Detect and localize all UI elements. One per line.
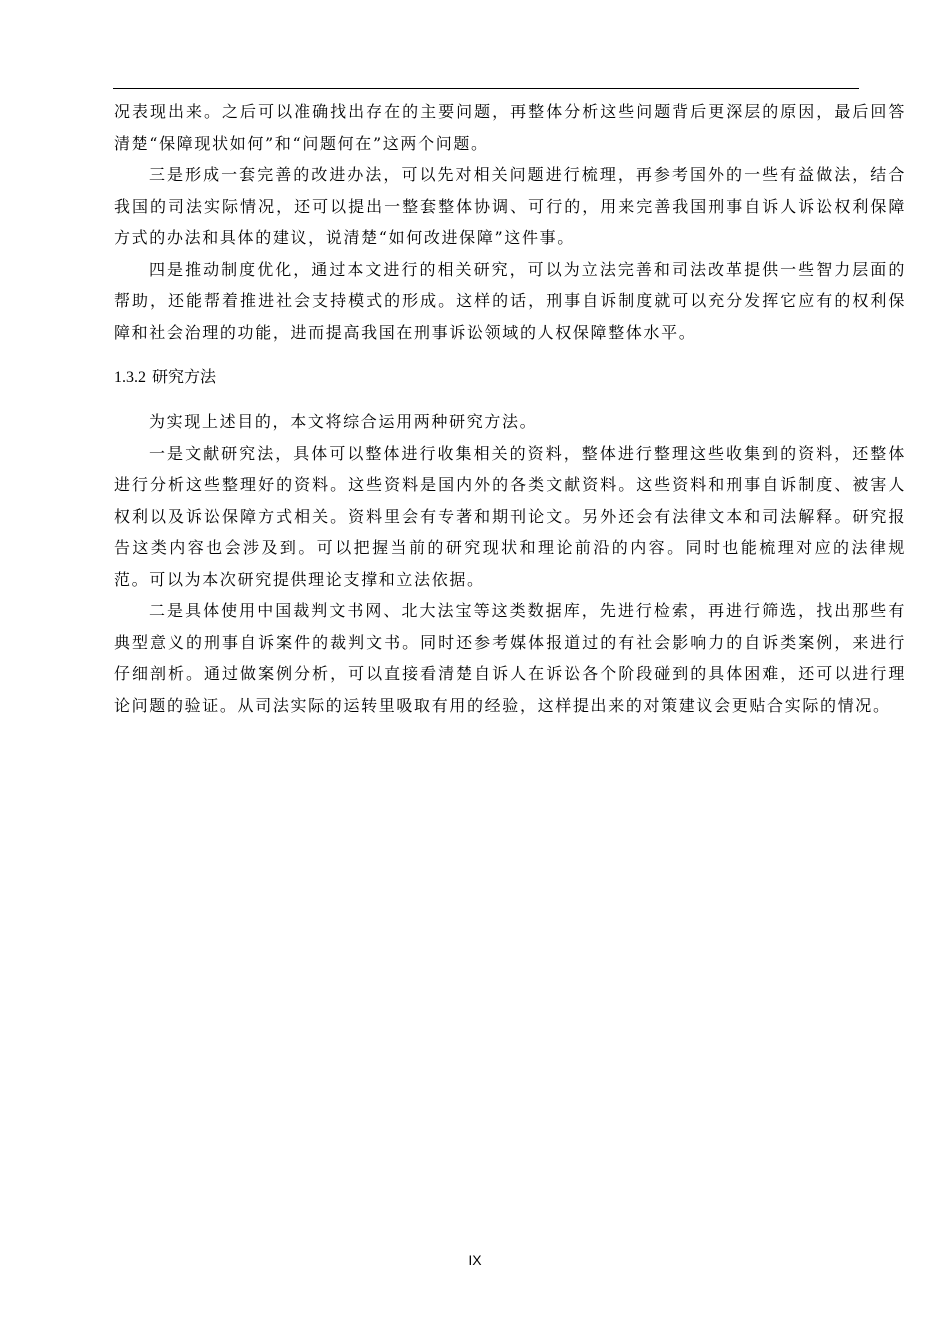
paragraph-methods-intro: 为实现上述目的，本文将综合运用两种研究方法。 xyxy=(149,412,538,431)
paragraph-case-method: 二是具体使用中国裁判文书网、北大法宝等这类数据库，先进行检索，再进行筛选，找出那些有典型意义的刑事自诉案件的裁判文书。同时还参考媒体报道过的有社会影响力的自诉类案例，来进行仔细剖析。通过做案例分析，可以直接看清楚自诉人在诉讼各个阶段碰到的具体困难，还可以进行理论问题的验证。从司法实际的运转里吸取有用的经验，这样提出来的对策建议会更贴合实际的情况。 xyxy=(114,601,906,715)
paragraph-continued: 况表现出来。之后可以准确找出存在的主要问题，再整体分析这些问题背后更深层的原因，最后回答清楚“保障现状如何”和“问题何在”这两个问题。 xyxy=(114,102,906,153)
section-title: 研究方法 xyxy=(152,367,217,386)
section-heading xyxy=(114,363,906,392)
paragraph-literature-method: 一是文献研究法，具体可以整体进行收集相关的资料，整体进行整理这些收集到的资料，还整体进行分析这些整理好的资料。这些资料是国内外的各类文献资料。这些资料和刑事自诉制度、被害人权利以及诉讼保障方式相关。资料里会有专著和期刊论文。另外还会有法律文本和司法解释。研究报告这类内容也会涉及到。可以把握当前的研究现状和理论前沿的内容。同时也能梳理对应的法律规范。可以为本次研究提供理论支撑和立法依据。 xyxy=(114,443,906,589)
paragraph-third-goal: 三是形成一套完善的改进办法，可以先对相关问题进行梳理，再参考国外的一些有益做法，结合我国的司法实际情况，还可以提出一整套整体协调、可行的，用来完善我国刑事自诉人诉讼权利保障方式的办法和具体的建议，说清楚“如何改进保障”这件事。 xyxy=(114,165,906,247)
page-number: IX xyxy=(468,1252,482,1268)
paragraph-fourth-goal: 四是推动制度优化，通过本文进行的相关研究，可以为立法完善和司法改革提供一些智力层面的帮助，还能帮着推进社会支持模式的形成。这样的话，刑事自诉制度就可以充分发挥它应有的权利保障和社会治理的功能，进而提高我国在刑事诉讼领域的人权保障整体水平。 xyxy=(114,259,906,342)
body-content xyxy=(114,96,906,721)
header-rule xyxy=(113,88,859,89)
section-number: 1.3.2 xyxy=(114,369,146,386)
